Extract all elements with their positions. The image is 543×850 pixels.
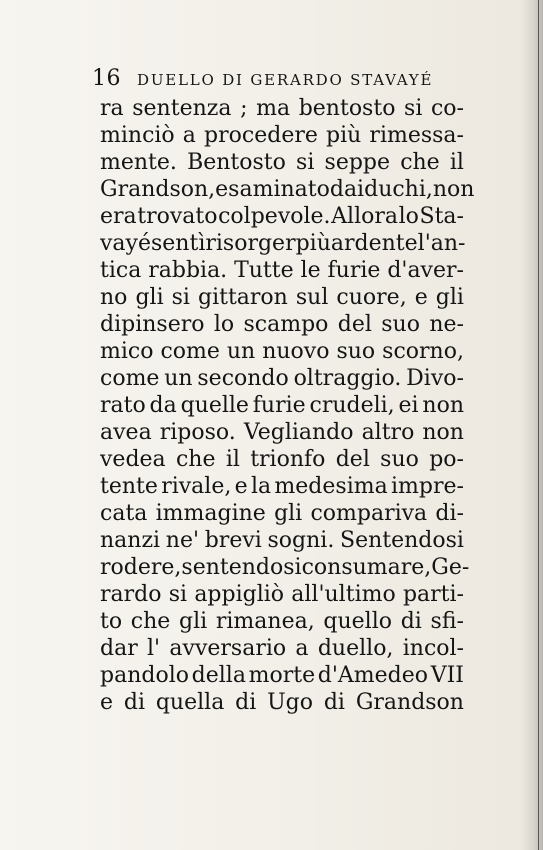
word: dai [329,177,365,202]
word: tica [100,258,142,283]
word: l'an- [417,231,466,256]
word: morte [248,663,316,688]
word: ardente [330,231,418,256]
text-line-6 [100,230,464,257]
word: che [400,150,440,175]
word: bentosto [298,96,396,121]
text-line-2 [100,122,464,149]
word: nuovo [262,339,330,364]
word: più [295,231,331,256]
word: ne- [429,312,464,337]
running-head: DUELLO DI GERARDO STAVAYÉ [137,71,434,89]
word: minciò [100,123,175,148]
word: Bentosto [187,150,286,175]
word: Divo- [406,366,464,391]
word: a [295,636,309,661]
word: risorger [205,231,296,256]
word: gittaron [198,285,288,310]
word: suo [336,339,376,364]
word: lo [213,312,235,337]
word: Sentendosi [340,528,464,553]
word: mente. [100,150,177,175]
text-line-1 [100,95,464,122]
word: altro [361,420,415,445]
word: si [296,150,315,175]
word: non [432,177,475,202]
word: di [235,690,257,715]
word: di [123,690,145,715]
word: Grandson, [100,177,216,202]
word: seppe [324,150,391,175]
word: appigliò [194,582,285,607]
word: duello, [317,636,394,661]
word: sogni. [267,528,335,553]
text-line-4 [100,176,475,203]
word: medesima [274,474,388,499]
word: un [164,366,193,391]
word: ; [240,96,248,121]
text-line-7 [100,257,464,284]
word: che [175,447,216,472]
word: non [422,393,464,418]
word: a [182,123,196,148]
word: rimessa- [369,123,464,148]
word: quella [155,690,225,715]
word: procedere [204,123,318,148]
text-line-16 [100,500,464,527]
text-line-13 [100,419,464,446]
text-line-9 [100,311,464,338]
page-header [92,66,462,94]
word: gli [435,285,464,310]
text-line-15 [100,473,464,500]
word: e [234,474,248,499]
word: rodere, [100,555,182,580]
word: si [171,285,190,310]
text-line-18 [100,554,470,581]
word: suo [380,447,419,472]
word: la [250,474,272,499]
word: trovato [137,204,218,229]
word: scampo [243,312,329,337]
text-line-23 [100,689,464,716]
word: che [130,609,171,634]
word: gli [179,609,208,634]
word: parti- [402,582,464,607]
word: oltraggio. [293,366,402,391]
text-line-17 [100,527,464,554]
word: Grandson [355,690,464,715]
word: ra [100,96,124,121]
word: si [404,96,423,121]
word: il [449,150,464,175]
word: di [323,690,345,715]
word: immagine [155,501,266,526]
word: cuore, [336,285,407,310]
word: da [149,393,177,418]
word: rimanea, [215,609,315,634]
word: colpevole. [218,204,331,229]
word: crudeli, [309,393,395,418]
text-line-14 [100,446,464,473]
text-line-10 [100,338,464,365]
word: sentendosi [181,555,302,580]
word: e [414,285,428,310]
word: trionfo [250,447,326,472]
word: incol- [402,636,464,661]
word: vayé [100,231,151,256]
word: non [422,420,464,445]
word: d'aver- [387,258,464,283]
word: suo [381,312,420,337]
word: quelle [180,393,249,418]
word: sentenza [132,96,232,121]
word: rabbia. [148,258,228,283]
word: del [337,312,372,337]
word: dipinsero [100,312,205,337]
word: del [335,447,370,472]
word: si [168,582,188,607]
word: le [300,258,321,283]
word: gli [135,285,164,310]
text-line-12 [100,392,464,419]
word: Tutte [234,258,294,283]
word: riposo. [159,420,236,445]
word: ei [398,393,419,418]
word: sfi- [430,609,464,634]
word: lo [398,204,419,229]
word: e [100,690,114,715]
word: avea [100,420,152,445]
word: il [225,447,240,472]
word: ne' [165,528,200,553]
text-line-19 [100,581,464,608]
page-edge-shadow [521,0,543,850]
text-line-11 [100,365,464,392]
text-line-22 [100,662,464,689]
word: Ge- [431,555,470,580]
word: Ugo [267,690,313,715]
text-line-5 [100,203,464,230]
word: sentì [151,231,206,256]
word: di [400,609,422,634]
word: co- [430,96,464,121]
word: Sta- [419,204,464,229]
word: all'ultimo [291,582,396,607]
word: tente [100,474,158,499]
text-line-21 [100,635,464,662]
word: furie [252,393,306,418]
word: duchi, [364,177,433,202]
word: VII [430,663,464,688]
text-block [100,95,475,716]
word: dar [100,636,138,661]
word: rivale, [161,474,232,499]
word: secondo [197,366,289,391]
word: l' [147,636,161,661]
word: nanzi [100,528,161,553]
word: furie [327,258,381,283]
word: mico [100,339,154,364]
word: esaminato [215,177,330,202]
word: più [326,123,362,148]
word: come [160,339,220,364]
word: po- [429,447,464,472]
page-edge-line [538,0,539,850]
page-number: 16 [92,66,121,91]
word: rardo [100,582,162,607]
word: avversario [169,636,287,661]
word: quello [323,609,392,634]
word: d'Amedeo [317,663,429,688]
word: gli [274,501,303,526]
word: sul [295,285,329,310]
word: della [191,663,246,688]
word: consumare, [301,555,432,580]
word: di- [435,501,464,526]
word: pandolo [100,663,189,688]
word: come [100,366,160,391]
text-line-8 [100,284,464,311]
word: vedea [100,447,166,472]
text-line-20 [100,608,464,635]
word: era [100,204,137,229]
word: ma [256,96,291,121]
word: no [100,285,128,310]
word: Allora [331,204,398,229]
word: rato [100,393,146,418]
word: un [226,339,256,364]
word: scorno, [382,339,464,364]
word: impre- [391,474,464,499]
word: brevi [204,528,262,553]
word: cata [100,501,148,526]
word: compariva [310,501,428,526]
word: Vegliando [243,420,354,445]
word: to [100,609,123,634]
text-line-3 [100,149,464,176]
